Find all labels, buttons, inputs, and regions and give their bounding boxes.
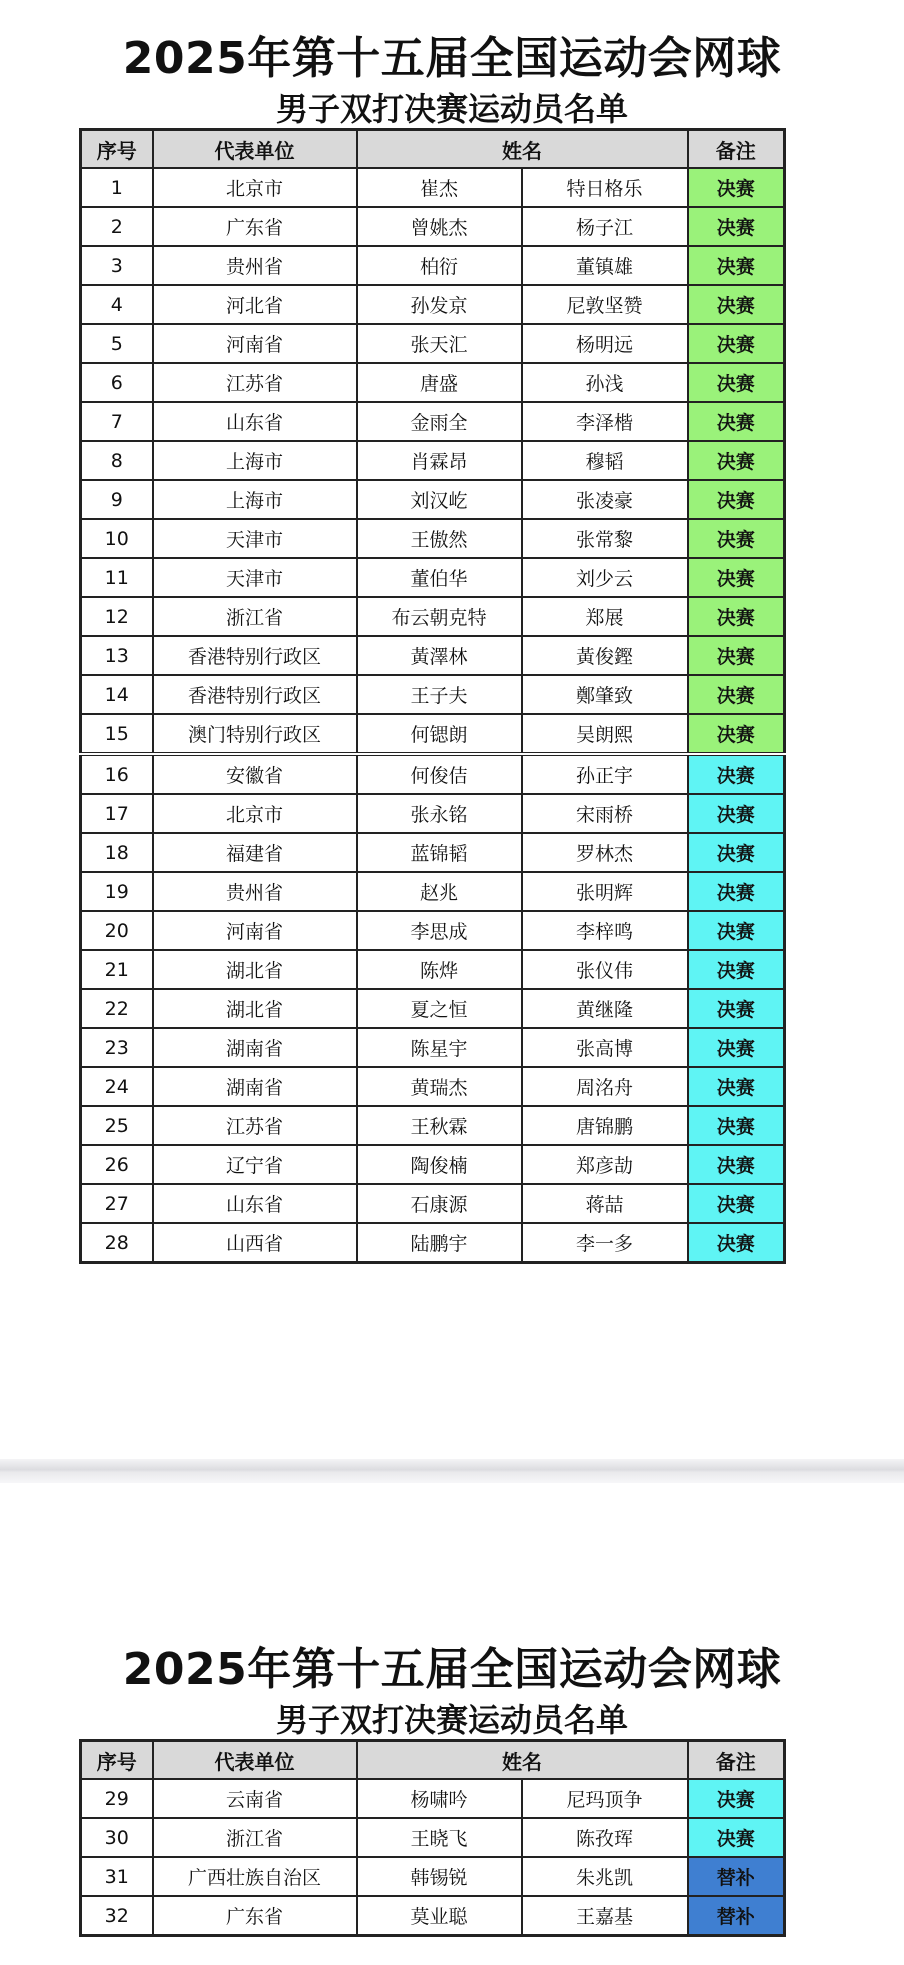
row-note: 决赛 <box>688 168 785 207</box>
row-player-1: 韩锡锐 <box>357 1857 522 1896</box>
row-number: 4 <box>81 285 153 324</box>
table-row <box>81 558 785 597</box>
table-row <box>81 1184 785 1223</box>
row-player-2: 宋雨桥 <box>522 794 688 833</box>
table-row <box>81 794 785 833</box>
row-note: 替补 <box>688 1857 785 1896</box>
document-subtitle: 男子双打决赛运动员名单 <box>275 90 628 128</box>
row-number: 16 <box>81 754 153 794</box>
row-unit: 河南省 <box>153 324 357 363</box>
row-number: 3 <box>81 246 153 285</box>
table-row <box>81 1857 785 1896</box>
row-number: 29 <box>81 1779 153 1818</box>
row-player-2: 朱兆凯 <box>522 1857 688 1896</box>
row-player-1: 王秋霖 <box>357 1106 522 1145</box>
row-number: 32 <box>81 1896 153 1936</box>
row-number: 11 <box>81 558 153 597</box>
row-number: 9 <box>81 480 153 519</box>
row-note: 决赛 <box>688 1223 785 1263</box>
row-unit: 澳门特别行政区 <box>153 714 357 754</box>
header-no: 序号 <box>81 130 153 169</box>
document-subtitle-page-2: 男子双打决赛运动员名单 <box>275 1701 628 1739</box>
row-number: 15 <box>81 714 153 754</box>
row-note: 决赛 <box>688 285 785 324</box>
row-unit: 北京市 <box>153 168 357 207</box>
row-player-1: 王子夫 <box>357 675 522 714</box>
row-unit: 山西省 <box>153 1223 357 1263</box>
table-row <box>81 1028 785 1067</box>
row-note: 决赛 <box>688 324 785 363</box>
row-note: 决赛 <box>688 636 785 675</box>
row-player-2: 郑展 <box>522 597 688 636</box>
table-row <box>81 675 785 714</box>
row-unit: 江苏省 <box>153 1106 357 1145</box>
row-player-2: 黄继隆 <box>522 989 688 1028</box>
header-unit: 代表单位 <box>153 1741 357 1780</box>
row-note: 决赛 <box>688 207 785 246</box>
header-unit: 代表单位 <box>153 130 357 169</box>
roster-table-page-2 <box>79 1739 786 1937</box>
row-number: 26 <box>81 1145 153 1184</box>
table-row <box>81 402 785 441</box>
row-player-1: 赵兆 <box>357 872 522 911</box>
row-note: 决赛 <box>688 1106 785 1145</box>
table-row <box>81 1067 785 1106</box>
table-row <box>81 1818 785 1857</box>
row-unit: 上海市 <box>153 480 357 519</box>
row-player-2: 蒋喆 <box>522 1184 688 1223</box>
row-player-2: 孙正宇 <box>522 754 688 794</box>
row-player-1: 何俊佶 <box>357 754 522 794</box>
roster-body-page-2 <box>81 1779 785 1936</box>
table-row <box>81 754 785 794</box>
row-unit: 云南省 <box>153 1779 357 1818</box>
row-player-1: 陆鹏宇 <box>357 1223 522 1263</box>
row-number: 20 <box>81 911 153 950</box>
row-number: 6 <box>81 363 153 402</box>
table-header-row <box>81 1741 785 1780</box>
row-player-2: 董镇雄 <box>522 246 688 285</box>
row-unit: 河南省 <box>153 911 357 950</box>
table-row <box>81 714 785 754</box>
row-player-2: 尼玛顶争 <box>522 1779 688 1818</box>
row-note: 决赛 <box>688 1145 785 1184</box>
row-player-1: 黄瑞杰 <box>357 1067 522 1106</box>
row-player-1: 肖霖昂 <box>357 441 522 480</box>
row-number: 7 <box>81 402 153 441</box>
row-note: 决赛 <box>688 441 785 480</box>
row-unit: 江苏省 <box>153 363 357 402</box>
row-unit: 贵州省 <box>153 872 357 911</box>
row-note: 决赛 <box>688 558 785 597</box>
row-unit: 广东省 <box>153 207 357 246</box>
row-player-2: 孙浅 <box>522 363 688 402</box>
row-note: 决赛 <box>688 1818 785 1857</box>
row-player-1: 刘汉屹 <box>357 480 522 519</box>
row-player-1: 曾姚杰 <box>357 207 522 246</box>
row-player-2: 唐锦鹏 <box>522 1106 688 1145</box>
header-note: 备注 <box>688 1741 785 1780</box>
row-number: 12 <box>81 597 153 636</box>
row-player-2: 张常黎 <box>522 519 688 558</box>
row-unit: 北京市 <box>153 794 357 833</box>
row-number: 19 <box>81 872 153 911</box>
row-player-1: 张天汇 <box>357 324 522 363</box>
row-player-2: 鄭肇致 <box>522 675 688 714</box>
header-name: 姓名 <box>357 1741 688 1780</box>
page-separator-band <box>0 1459 904 1483</box>
table-row <box>81 833 785 872</box>
row-note: 决赛 <box>688 872 785 911</box>
row-number: 14 <box>81 675 153 714</box>
row-player-1: 金雨全 <box>357 402 522 441</box>
row-player-2: 陈孜珲 <box>522 1818 688 1857</box>
row-player-1: 王晓飞 <box>357 1818 522 1857</box>
table-row <box>81 636 785 675</box>
row-unit: 香港特别行政区 <box>153 636 357 675</box>
row-player-2: 特日格乐 <box>522 168 688 207</box>
row-note: 决赛 <box>688 911 785 950</box>
table-header-row <box>81 130 785 169</box>
table-row <box>81 1145 785 1184</box>
row-unit: 湖北省 <box>153 989 357 1028</box>
row-number: 30 <box>81 1818 153 1857</box>
table-row <box>81 363 785 402</box>
table-row <box>81 246 785 285</box>
row-number: 1 <box>81 168 153 207</box>
table-row <box>81 872 785 911</box>
row-unit: 香港特别行政区 <box>153 675 357 714</box>
row-player-1: 孙发京 <box>357 285 522 324</box>
row-player-2: 郑彦劼 <box>522 1145 688 1184</box>
row-unit: 上海市 <box>153 441 357 480</box>
row-note: 决赛 <box>688 754 785 794</box>
row-note: 决赛 <box>688 1028 785 1067</box>
row-number: 23 <box>81 1028 153 1067</box>
row-player-2: 刘少云 <box>522 558 688 597</box>
document-title: 2025年第十五届全国运动会网球 <box>122 33 782 84</box>
row-unit: 天津市 <box>153 558 357 597</box>
document-title-page-2: 2025年第十五届全国运动会网球 <box>122 1644 782 1695</box>
roster-table-page-1 <box>79 128 786 1264</box>
row-player-2: 杨子江 <box>522 207 688 246</box>
row-note: 决赛 <box>688 597 785 636</box>
row-note: 决赛 <box>688 363 785 402</box>
row-note: 决赛 <box>688 480 785 519</box>
row-player-2: 杨明远 <box>522 324 688 363</box>
row-number: 27 <box>81 1184 153 1223</box>
row-number: 31 <box>81 1857 153 1896</box>
row-player-2: 周洺舟 <box>522 1067 688 1106</box>
row-number: 18 <box>81 833 153 872</box>
row-player-2: 尼敦坚赞 <box>522 285 688 324</box>
row-number: 28 <box>81 1223 153 1263</box>
table-row <box>81 1779 785 1818</box>
row-note: 决赛 <box>688 1184 785 1223</box>
row-number: 13 <box>81 636 153 675</box>
row-unit: 湖南省 <box>153 1067 357 1106</box>
row-note: 替补 <box>688 1896 785 1936</box>
row-player-2: 王嘉基 <box>522 1896 688 1936</box>
row-unit: 天津市 <box>153 519 357 558</box>
table-row <box>81 1223 785 1263</box>
row-number: 24 <box>81 1067 153 1106</box>
row-player-1: 张永铭 <box>357 794 522 833</box>
row-player-1: 黃澤林 <box>357 636 522 675</box>
row-player-1: 陈星宇 <box>357 1028 522 1067</box>
table-row <box>81 950 785 989</box>
row-player-2: 李泽楷 <box>522 402 688 441</box>
row-unit: 湖南省 <box>153 1028 357 1067</box>
row-unit: 浙江省 <box>153 597 357 636</box>
row-player-1: 柏衍 <box>357 246 522 285</box>
document-page-2 <box>0 1505 904 1965</box>
row-player-1: 董伯华 <box>357 558 522 597</box>
row-player-1: 莫业聪 <box>357 1896 522 1936</box>
row-unit: 山东省 <box>153 402 357 441</box>
row-note: 决赛 <box>688 794 785 833</box>
row-player-1: 陶俊楠 <box>357 1145 522 1184</box>
row-note: 决赛 <box>688 714 785 754</box>
row-note: 决赛 <box>688 402 785 441</box>
row-unit: 广西壮族自治区 <box>153 1857 357 1896</box>
row-note: 决赛 <box>688 246 785 285</box>
row-player-2: 李梓鸣 <box>522 911 688 950</box>
table-row <box>81 989 785 1028</box>
row-player-2: 穆韬 <box>522 441 688 480</box>
row-player-1: 王傲然 <box>357 519 522 558</box>
table-row <box>81 324 785 363</box>
row-player-2: 张高博 <box>522 1028 688 1067</box>
row-note: 决赛 <box>688 833 785 872</box>
row-player-1: 陈烨 <box>357 950 522 989</box>
row-player-2: 黃俊鏗 <box>522 636 688 675</box>
row-player-1: 何锶朗 <box>357 714 522 754</box>
row-number: 21 <box>81 950 153 989</box>
row-player-2: 张明辉 <box>522 872 688 911</box>
table-row <box>81 480 785 519</box>
row-player-2: 张仪伟 <box>522 950 688 989</box>
table-row <box>81 285 785 324</box>
row-number: 2 <box>81 207 153 246</box>
row-player-1: 李思成 <box>357 911 522 950</box>
header-no: 序号 <box>81 1741 153 1780</box>
row-player-1: 布云朝克特 <box>357 597 522 636</box>
table-row <box>81 1106 785 1145</box>
row-player-1: 蓝锦韬 <box>357 833 522 872</box>
header-name: 姓名 <box>357 130 688 169</box>
row-player-2: 张凌豪 <box>522 480 688 519</box>
row-player-2: 吴朗熙 <box>522 714 688 754</box>
roster-body-page-1 <box>81 168 785 1263</box>
row-unit: 福建省 <box>153 833 357 872</box>
row-note: 决赛 <box>688 1067 785 1106</box>
table-row <box>81 1896 785 1936</box>
row-note: 决赛 <box>688 1779 785 1818</box>
row-player-1: 唐盛 <box>357 363 522 402</box>
row-number: 5 <box>81 324 153 363</box>
row-note: 决赛 <box>688 675 785 714</box>
table-row <box>81 441 785 480</box>
table-row <box>81 911 785 950</box>
row-unit: 河北省 <box>153 285 357 324</box>
row-player-1: 夏之恒 <box>357 989 522 1028</box>
row-player-1: 崔杰 <box>357 168 522 207</box>
row-number: 25 <box>81 1106 153 1145</box>
row-number: 17 <box>81 794 153 833</box>
row-unit: 山东省 <box>153 1184 357 1223</box>
row-note: 决赛 <box>688 989 785 1028</box>
row-unit: 贵州省 <box>153 246 357 285</box>
row-note: 决赛 <box>688 519 785 558</box>
row-number: 22 <box>81 989 153 1028</box>
table-row <box>81 168 785 207</box>
row-player-2: 李一多 <box>522 1223 688 1263</box>
table-row <box>81 597 785 636</box>
row-note: 决赛 <box>688 950 785 989</box>
table-row <box>81 207 785 246</box>
row-unit: 湖北省 <box>153 950 357 989</box>
page-separator <box>0 1445 904 1505</box>
header-note: 备注 <box>688 130 785 169</box>
row-player-1: 石康源 <box>357 1184 522 1223</box>
row-unit: 广东省 <box>153 1896 357 1936</box>
row-unit: 安徽省 <box>153 754 357 794</box>
row-unit: 辽宁省 <box>153 1145 357 1184</box>
row-number: 8 <box>81 441 153 480</box>
row-number: 10 <box>81 519 153 558</box>
row-player-2: 罗林杰 <box>522 833 688 872</box>
row-player-1: 杨啸吟 <box>357 1779 522 1818</box>
table-row <box>81 519 785 558</box>
row-unit: 浙江省 <box>153 1818 357 1857</box>
